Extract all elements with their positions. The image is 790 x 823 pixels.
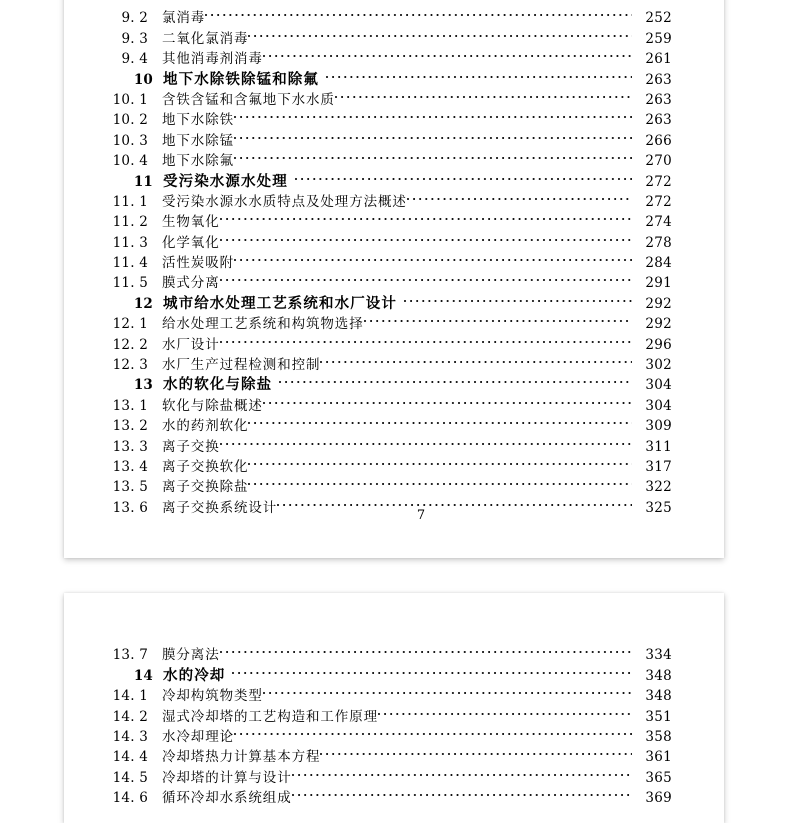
toc-entry-page-number: 259: [645, 30, 672, 47]
toc-entry-page-number: 351: [645, 708, 672, 725]
toc-entry-number: 13. 4: [112, 458, 148, 475]
dot-leader: [232, 659, 632, 679]
toc-entry-page-number: 358: [645, 728, 672, 745]
dot-leader: [234, 104, 632, 124]
toc-entry-page-number: 252: [645, 10, 672, 27]
toc-entry-number: 11. 2: [112, 214, 148, 231]
toc-entry-number: 14. 6: [112, 790, 148, 807]
toc-entry-page-number: 278: [645, 234, 672, 251]
toc-entry-number: 9. 4: [121, 51, 148, 68]
toc-entry-number: 9. 3: [121, 30, 148, 47]
toc-entry-page-number: 334: [645, 647, 672, 664]
toc-entry-title: 氯消毒: [162, 10, 206, 27]
toc-entry-number: 11. 5: [112, 275, 148, 292]
toc-entry-number: 10. 1: [112, 91, 148, 108]
toc-entry-title: 冷却塔的计算与设计: [162, 769, 292, 786]
toc-entry-number: 10. 4: [112, 153, 148, 170]
dot-leader: [248, 451, 632, 471]
dot-leader: [263, 680, 632, 700]
dot-leader: [248, 410, 632, 430]
toc-entry-number: 12. 2: [112, 336, 148, 353]
toc-entry-number: 11. 4: [112, 255, 148, 272]
toc-entry-title: 离子交换软化: [162, 458, 249, 475]
toc-entry-page-number: 348: [645, 688, 672, 705]
toc-entry-page-number: 304: [645, 377, 672, 394]
dot-leader: [205, 2, 632, 22]
toc-entry-title: 给水处理工艺系统和构筑物选择: [162, 316, 364, 333]
folio-number: 7: [416, 508, 426, 523]
toc-entry-page-number: 302: [645, 357, 672, 374]
toc-entry-number: 11. 3: [112, 234, 148, 251]
toc-entry-page-number: 263: [645, 71, 672, 88]
toc-entry-title: 冷却塔热力计算基本方程: [162, 749, 321, 766]
toc-entry-number: 13. 7: [112, 647, 148, 664]
toc-entry-number: 13. 1: [112, 397, 148, 414]
toc-entry-page-number: 322: [645, 479, 672, 496]
toc-entry-page-number: 309: [645, 418, 672, 435]
toc-entry-title: 城市给水处理工艺系统和水厂设计: [163, 294, 397, 312]
toc-entry-title: 地下水除铁除锰和除氟: [163, 70, 319, 88]
toc-entry-number: 14. 2: [112, 708, 148, 725]
dot-leader: [220, 267, 632, 287]
toc-entry-number: 14. 1: [112, 688, 148, 705]
toc-entry-title: 其他消毒剂消毒: [162, 51, 263, 68]
toc-entry-page-number: 291: [645, 275, 672, 292]
toc-entry-number: 12. 1: [112, 316, 148, 333]
toc-entry-number: 11: [133, 173, 153, 190]
page-content: [64, 593, 724, 823]
dot-leader: [320, 349, 632, 369]
toc-entry-title: 活性炭吸附: [162, 255, 234, 272]
book-page-sheet: [64, 0, 724, 558]
toc-section-row[interactable]: [64, 2, 724, 27]
dot-leader: [263, 43, 632, 63]
dot-leader: [364, 308, 632, 328]
dot-leader: [220, 206, 632, 226]
toc-entry-title: 循环冷却水系统组成: [162, 790, 292, 807]
toc-entry-page-number: 304: [645, 397, 672, 414]
toc-list: [64, 2, 724, 516]
toc-entry-title: 化学氧化: [162, 234, 220, 251]
toc-entry-page-number: 296: [645, 336, 672, 353]
toc-entry-number: 10. 3: [112, 132, 148, 149]
toc-entry-title: 二氧化氯消毒: [162, 30, 249, 47]
toc-entry-title: 受污染水源水水质特点及处理方法概述: [162, 193, 407, 210]
toc-entry-title: 水的软化与除盐: [163, 376, 273, 394]
dot-leader: [407, 186, 632, 206]
dot-leader: [295, 165, 632, 185]
toc-entry-title: 水的药剂软化: [162, 418, 249, 435]
toc-entry-number: 13. 5: [112, 479, 148, 496]
toc-entry-page-number: 317: [645, 458, 672, 475]
toc-entry-number: 14. 4: [112, 749, 148, 766]
page-folio: [64, 508, 724, 523]
toc-entry-page-number: 361: [645, 749, 672, 766]
toc-entry-number: 14: [133, 667, 153, 684]
toc-entry-page-number: 348: [645, 667, 672, 684]
toc-entry-title: 湿式冷却塔的工艺构造和工作原理: [162, 708, 378, 725]
toc-entry-page-number: 365: [645, 769, 672, 786]
toc-entry-number: 12: [133, 295, 153, 312]
toc-entry-title: 冷却构筑物类型: [162, 688, 263, 705]
dot-leader: [326, 63, 632, 83]
toc-entry-page-number: 292: [645, 295, 672, 312]
toc-entry-title: 水厂生产过程检测和控制: [162, 357, 321, 374]
toc-entry-page-number: 261: [645, 51, 672, 68]
toc-entry-title: 软化与除盐概述: [162, 397, 263, 414]
dot-leader: [220, 328, 632, 348]
toc-entry-title: 水的冷却: [163, 666, 226, 684]
page-content: [64, 0, 724, 558]
toc-entry-page-number: 325: [645, 499, 672, 516]
toc-entry-page-number: 274: [645, 214, 672, 231]
toc-entry-title: 水厂设计: [162, 336, 220, 353]
dot-leader: [234, 145, 632, 165]
dot-leader: [263, 389, 632, 409]
toc-entry-page-number: 266: [645, 132, 672, 149]
dot-leader: [234, 247, 632, 267]
dot-leader: [248, 471, 632, 491]
toc-entry-title: 地下水除锰: [162, 132, 234, 149]
toc-entry-page-number: 272: [645, 173, 672, 190]
toc-entry-page-number: 272: [645, 193, 672, 210]
dot-leader: [279, 369, 632, 389]
toc-entry-title: 离子交换: [162, 438, 220, 455]
toc-entry-title: 离子交换系统设计: [162, 499, 278, 516]
toc-entry-title: 膜式分离: [162, 275, 220, 292]
toc-entry-title: 离子交换除盐: [162, 479, 249, 496]
toc-entry-title: 受污染水源水处理: [163, 172, 288, 190]
toc-entry-title: 膜分离法: [162, 647, 220, 664]
dot-leader: [234, 721, 632, 741]
dot-leader: [220, 226, 632, 246]
dot-leader: [220, 430, 632, 450]
toc-entry-number: 10. 2: [112, 112, 148, 129]
toc-entry-page-number: 263: [645, 112, 672, 129]
toc-entry-title: 含铁含锰和含氟地下水水质: [162, 91, 335, 108]
dot-leader: [335, 84, 632, 104]
toc-entry-page-number: 369: [645, 790, 672, 807]
toc-entry-title: 地下水除氟: [162, 153, 234, 170]
toc-entry-number: 9. 2: [121, 10, 148, 27]
dot-leader: [292, 782, 632, 802]
toc-entry-number: 13. 2: [112, 418, 148, 435]
book-page-sheet: [64, 593, 724, 823]
toc-entry-title: 生物氧化: [162, 214, 220, 231]
dot-leader: [292, 761, 632, 781]
toc-entry-page-number: 292: [645, 316, 672, 333]
toc-entry-number: 13. 6: [112, 499, 148, 516]
toc-section-row[interactable]: [64, 639, 724, 664]
toc-entry-title: 水冷却理论: [162, 728, 234, 745]
toc-entry-title: 地下水除铁: [162, 112, 234, 129]
toc-entry-page-number: 311: [645, 438, 672, 455]
toc-list: [64, 639, 724, 807]
dot-leader: [248, 22, 632, 42]
toc-entry-number: 13. 3: [112, 438, 148, 455]
dot-leader: [378, 700, 632, 720]
dot-leader: [320, 741, 632, 761]
dot-leader: [404, 287, 632, 307]
toc-entry-page-number: 270: [645, 153, 672, 170]
toc-entry-page-number: 263: [645, 91, 672, 108]
toc-entry-page-number: 284: [645, 255, 672, 272]
toc-entry-number: 13: [133, 377, 153, 394]
toc-entry-number: 10: [133, 71, 153, 88]
toc-entry-number: 14. 5: [112, 769, 148, 786]
toc-entry-number: 14. 3: [112, 728, 148, 745]
dot-leader: [220, 639, 632, 659]
toc-entry-number: 12. 3: [112, 357, 148, 374]
dot-leader: [234, 124, 632, 144]
toc-entry-number: 11. 1: [112, 193, 148, 210]
